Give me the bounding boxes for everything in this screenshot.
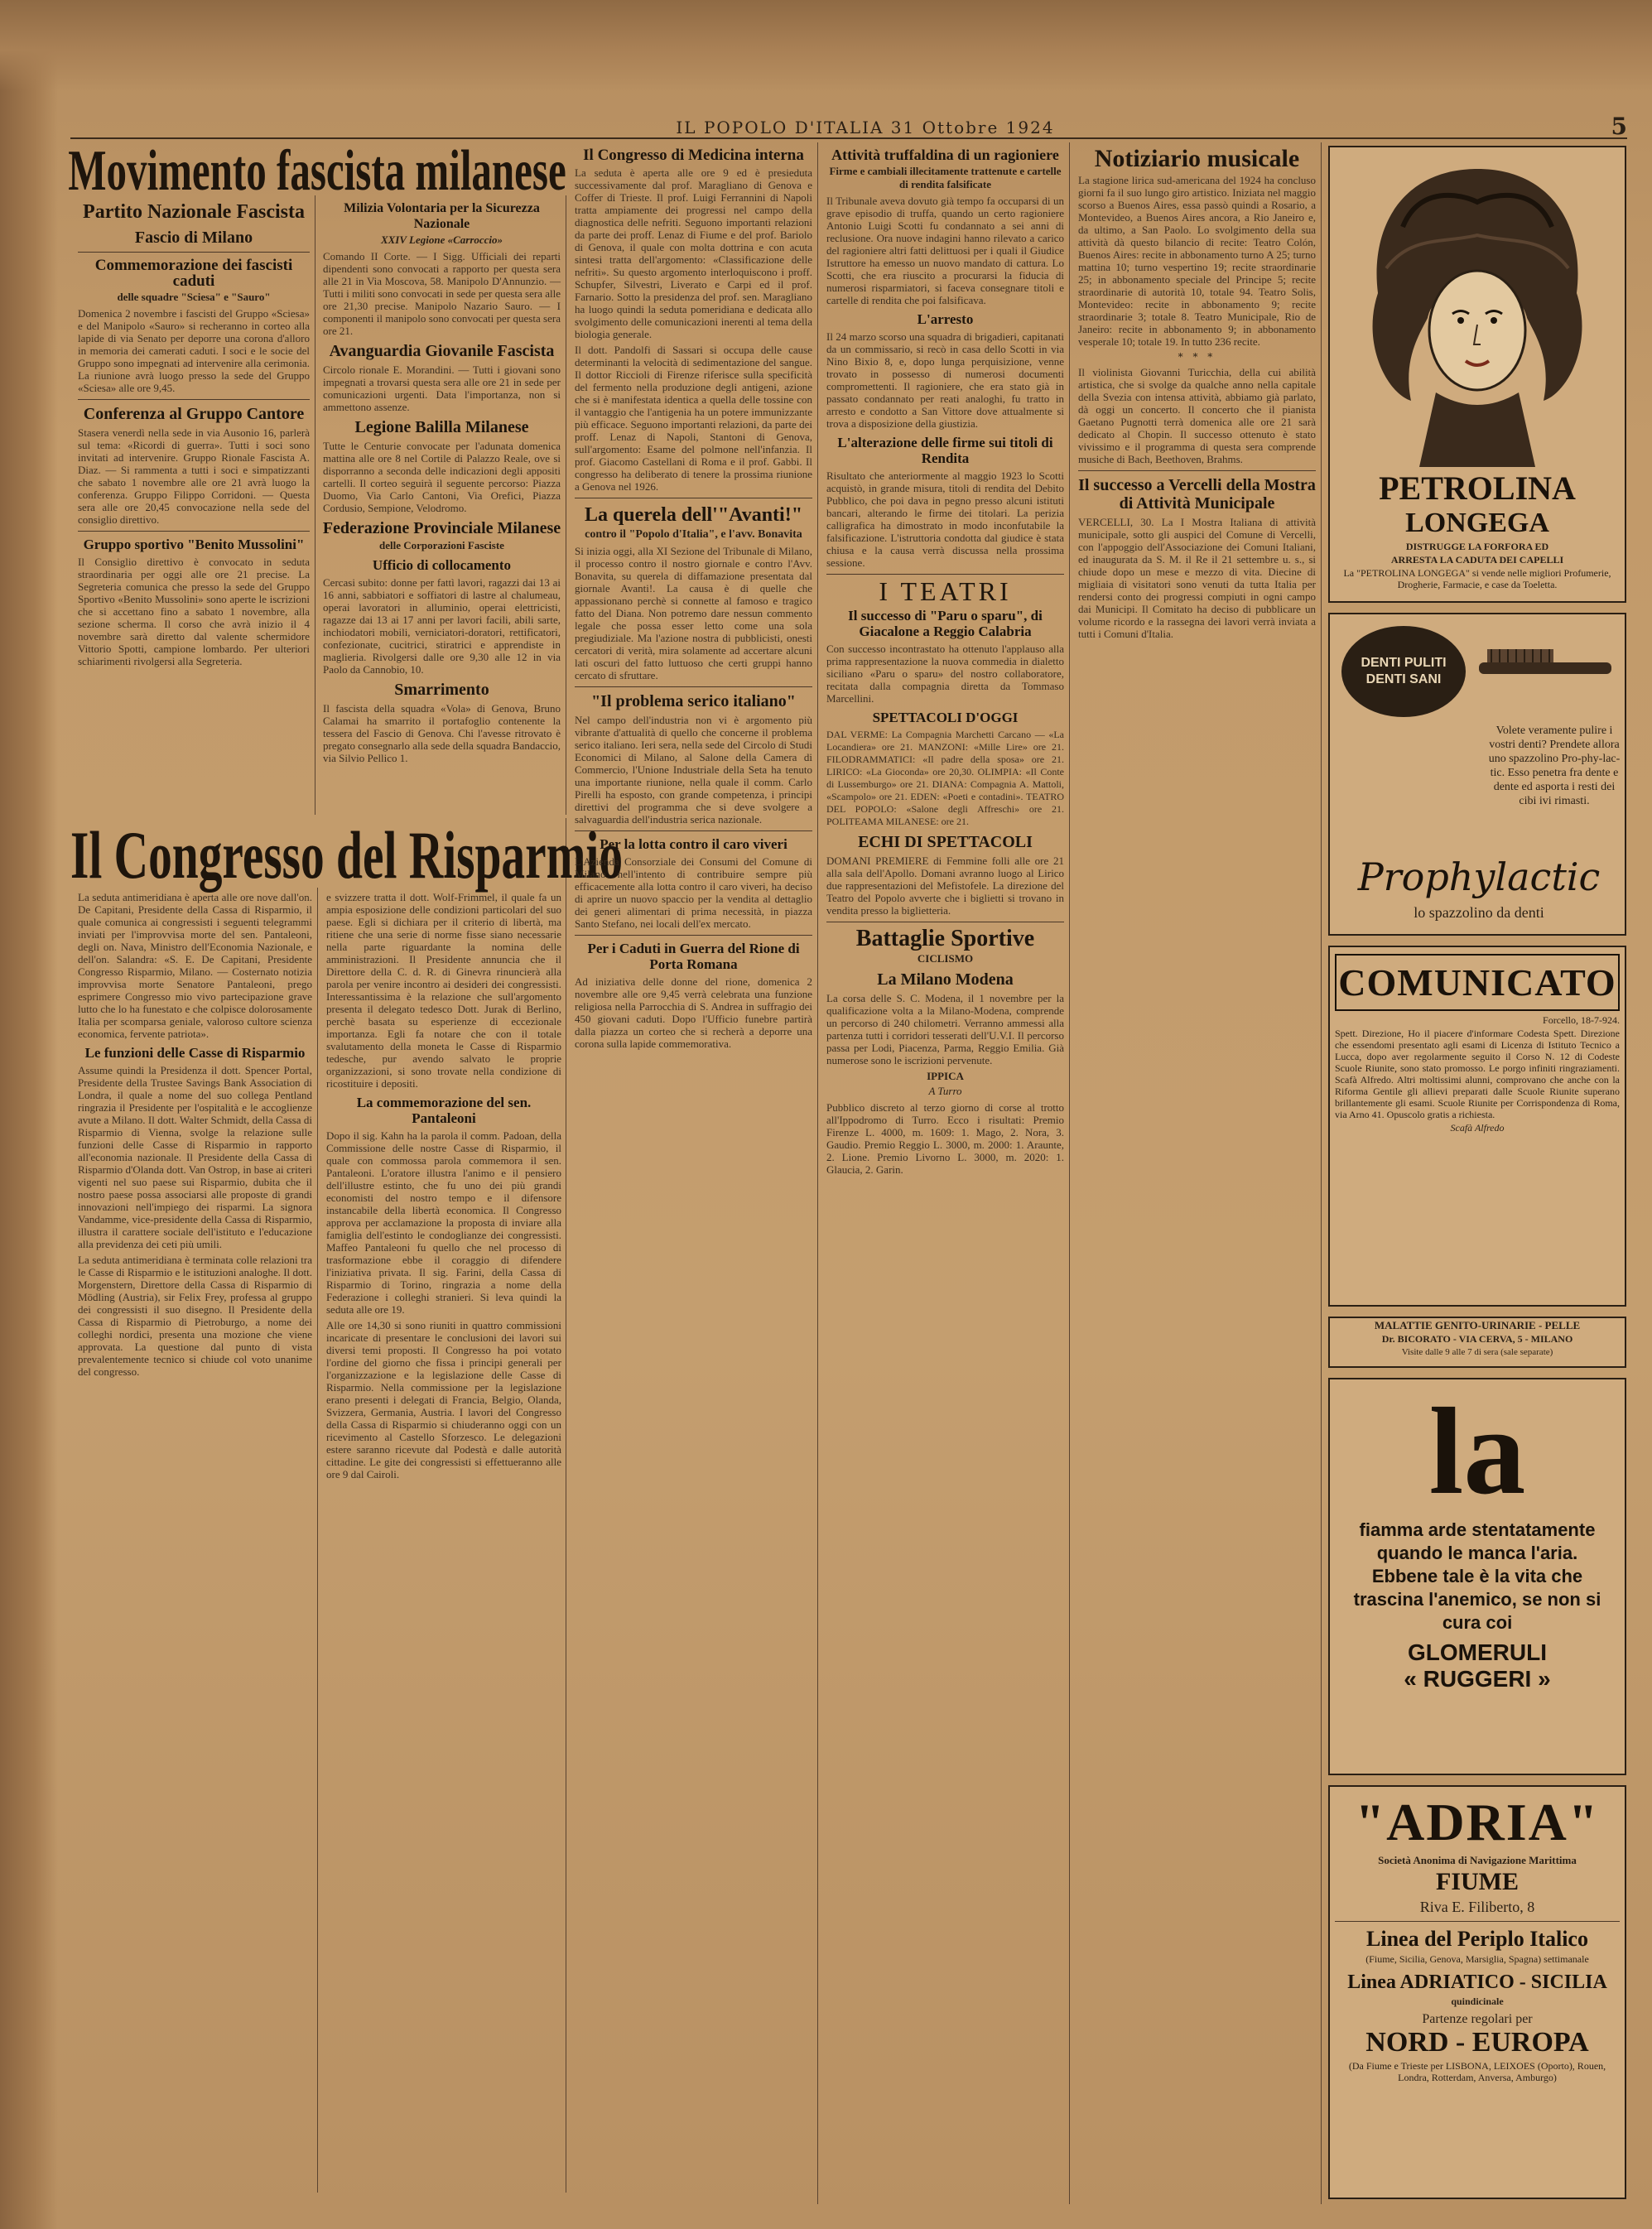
- ad-line: La "PETROLINA LONGEGA" si vende nelle migliori Profumerie, Drogherie, Farmacie, e case da Toeletta.: [1343, 567, 1611, 590]
- article-subtitle: Il successo di "Paru o sparu", di Giacalone a Reggio Calabria: [848, 608, 1043, 639]
- column-2: [318, 195, 566, 815]
- article-subtitle: Firme e cambiali illecitamente trattenute e cartelle di rendita falsificate: [829, 165, 1062, 190]
- ad-line: Società Anonima di Navigazione Marittima: [1378, 1854, 1577, 1866]
- ad-line: Partenze regolari per: [1422, 2012, 1533, 2026]
- issue-date: 31 Ottobre 1924: [890, 118, 1055, 137]
- article-body: VERCELLI, 30. La I Mostra Italiana di attività municipale, sotto gli auspici del Comune di Vercelli, con l'appoggio dell'Associazione dei Comuni Italiani, ed inaugurata da S. M. il Re il 21 settembre u. s., si chiude dopo un mese e mezzo di vita. Diecine di migliaia di visitatori sono venuti da tutta Italia per rendersi conto dei progressi compiuti in ogni campo dai Municipi. Il Comitato ha deciso di pubblicare un volume ricordo e la rassegna dei lavori verrà inviata a tutti i Comuni d'Italia.: [1078, 516, 1316, 640]
- article-body: La corsa delle S. C. Modena, il 1 novembre per la qualificazione volta a la Milano-Modena, comprende un percorso di 240 chilometri. Verranno ammessi alla partenza tutti i corridori tesserati dell'U.V.I. Il percorso passa per Lodi, Piacenza, Parma, Reggio Emilia. Già numerose sono le iscrizioni pervenute.: [826, 992, 1064, 1066]
- adria-shipping-ad: [1328, 1785, 1626, 2199]
- page-edge-shadow: [0, 0, 58, 2229]
- article-title: Avanguardia Giovanile Fascista: [329, 342, 555, 360]
- letter-signature: Scafà Alfredo: [1450, 1122, 1505, 1134]
- adria-title: "ADRIA": [1355, 1793, 1600, 1851]
- article-body: Tutte le Centurie convocate per l'adunata domenica mattina alle ore 8 nel Cortile di Palazzo Reale, ove si disporranno a seconda delle indicazioni degli appositi cartelli. Il corteo seguirà il seguente percorso: Piazza Duomo, Via Carlo Cantoni, Via Orefici, Piazza Cordusio, Sempione, Velodromo.: [323, 440, 561, 514]
- article-title: "Il problema serico italiano": [591, 692, 796, 710]
- section-title: Ufficio di collocamento: [372, 557, 512, 573]
- article-body: Il dott. Pandolfi di Sassari si occupa delle cause determinanti la velocità di sedimentazione del sangue. Il dottor Riccioli di Firenze riferisce sulla specificità del fermento nella produzione degli antigeni, azione che si è manifestata identica a quella delle tossine con il vantaggio che l'antigenia ha un potere immunizzante più efficace. Seguono importanti relazioni, da parte dei proff. Lenaz di Napoli, Stantoni di Genova, sull'argomento: Esame del polmone nell'infanzia. Il prof. Giacomo Castellani di Roma e il prof. Gabbi. Il congresso ha deliberato di tenere la prossima riunione a Genova nel 1926.: [575, 344, 812, 493]
- ad-line: DISTRUGGE LA FORFORA ED: [1405, 541, 1549, 552]
- toothbrush-icon: [1341, 626, 1466, 717]
- woman-portrait-illustration: [1353, 152, 1601, 467]
- article-title: La Milano Modena: [877, 970, 1014, 989]
- ad-big-word: la: [1428, 1383, 1526, 1520]
- savings-congress-headline: Il Congresso del Risparmio: [70, 817, 624, 893]
- prophylactic-ad: [1328, 613, 1626, 936]
- article-body: Pubblico discreto al terzo giorno di corse al trotto all'Ippodromo di Turro. Ecco i risultati: Premio Firenze L. 4000, m. 1609: 1. Mago, 2. Nora, 3. Gaudio. Premio Reggio L. 3000, m. 2000: 1. Araunte, 2. Lione. Premio Livorno L. 3000, m. 2020: 1. Glaucia, 2. Garin.: [826, 1101, 1064, 1176]
- article-title: Il successo a Vercelli della Mostra di Attività Municipale: [1078, 476, 1316, 513]
- article-body: Si inizia oggi, alla XI Sezione del Tribunale di Milano, il processo contro il nostro giornale e contro l'Avv. Bonavita, su querela di diffamazione presentata dal giornale Avanti!. La causa è di quelle che appassionano perchè si connette al famoso e tragico fatto del Diana. Non potremo dare nessun commento legale che possa esser letto come una sola pregiudiziale. Ma l'azione nostra di pubblicisti, onesti cercatori di verità, mira solamente ad accertare alcuni lati oscuri del fatto luttuoso che certi gruppi hanno cercato di sfruttare.: [575, 545, 812, 681]
- glomeruli-brand: GLOMERULI: [1408, 1639, 1547, 1665]
- article-title: Notiziario musicale: [1094, 145, 1300, 172]
- section-title: CICLISMO: [917, 952, 974, 965]
- article-title: La querela dell'"Avanti!": [584, 504, 803, 526]
- article-body: Il violinista Giovanni Turicchia, della cui abilità artistica, che si svolge da qualche anno nella capitale della Svezia con intensa attività, abbiamo già parlato, dà oggi un concerto. Il concerto che il pianista Gaetano Pugnotti terrà domenica alle ore 21 sarà dedicato al Chopin. Il successo ottenuto è stato vivissimo e il programma di questa sera comprende musiche di Bach, Beethoven, Brahms.: [1078, 366, 1316, 465]
- clinic-ad: [1328, 1317, 1626, 1368]
- column-1: [73, 195, 315, 815]
- ad-line: Visite dalle 9 alle 7 di sera (sale separate): [1401, 1347, 1553, 1357]
- page-number: 5: [1611, 113, 1627, 140]
- route-details: (Da Fiume e Trieste per LISBONA, LEIXOES (Oporto), Rouen, Londra, Rotterdam, Anversa, Amburgo): [1348, 2060, 1606, 2083]
- section-title: ECHI DI SPETTACOLI: [858, 833, 1033, 851]
- article-body: e svizzere tratta il dott. Wolf-Frimmel, il quale fa un ampia esposizione delle condizioni particolari del suo paese. Egli si dichiara per il criterio di libertà, ma ritiene che una serie di norme fisse siano necessarie nella parte riguardante la nomina delle amministrazioni. Il Presidente annuncia che il Direttore della C. d. R. di Ginevra rinuncierà alla parola per venire incontro ai desideri dei congressisti. Interessantissima è la relazione che sull'argomento presenta il delegato tedesco Dott. Jurak di Berlino, perchè basata su esperienze di eccezionale importanza. Egli fa notare che con il totale svalutamento della moneta le Casse di Risparmio tedesche, pur avendo salvato le proprie organizzazioni, si sono trovate nella condizione di ricostituire i depositi.: [326, 891, 561, 1090]
- article-title: Federazione Provinciale Milanese: [322, 519, 561, 537]
- sports-heading: Battaglie Sportive: [855, 926, 1035, 951]
- glomeruli-ad: [1328, 1378, 1626, 1775]
- ad-line: Dr. BICORATO - VIA CERVA, 5 - MILANO: [1381, 1333, 1573, 1345]
- article-title: Per la lotta contro il caro viveri: [600, 836, 787, 852]
- section-title: Le funzioni delle Casse di Risparmio: [84, 1045, 306, 1061]
- article-title: Commemorazione dei fascisti caduti: [94, 257, 293, 290]
- comunicato-title: COMUNICATO: [1335, 954, 1620, 1011]
- petrolina-ad: [1328, 146, 1626, 603]
- article-subtitle: delle Corporazioni Fasciste: [379, 539, 504, 551]
- article-subtitle: A Turro: [928, 1085, 962, 1097]
- article-body: Il Tribunale aveva dovuto già tempo fa occuparsi di un grave episodio di truffa, quando un certo ragioniere Antonio Luigi Scotti fu condannato a sei anni di reclusione. Ora nuove indagini hanno rilevato a carico del ragioniere altri fatti delittuosi per i quali il Giudice Istruttore ha emesso un nuovo mandato di cattura. Lo Scotti, che era riuscito a procurarsi la fiducia di numerosi risparmiatori, si faceva consegnare titoli e cartelle di rendita che poi falsificava.: [826, 195, 1064, 306]
- route-details: (Fiume, Sicilia, Genova, Marsiglia, Spagna) settimanale: [1365, 1953, 1589, 1965]
- fascio-heading: Fascio di Milano: [134, 229, 253, 247]
- article-title: Attività truffaldina di un ragioniere: [831, 147, 1059, 163]
- route-name: Linea del Periplo Italico: [1366, 1927, 1588, 1951]
- column-6: Notiziario musicale La stagione lirica sud-americana del 1924 ha concluso giorni fa il suo lungo giro artistico. Iniziata nel maggio scorso a Buenos Aires, essa passò quindi a Rosario, a Montevideo, a Buenos Aires ancora, a Rio Janeiro e, da ultimo, a San Paolo. Lo svolgimento della sua attività dà questo bilancio di recite: Teatro Colón, Buenos Aires: recite in abbonamento turno A 25; turno mattina 10; turno vespertino 19; recite straordinarie 25; in abbonamento speciale del Principe 5; recite straordinarie di autorità 10, totale 94. Teatro Solis, Montevideo: recite in abbonamento 9; recite straordinarie 3; totale 8. Teatro Municipale, Rio de Janeiro: recite in abbonamento 9; in abbonamento vesperale 10; totale 19. In tutto 236 recite. * * * Il violinista Giovanni Turicchia, della cui abilità artistica, che si svolge da qualche anno nella capitale della Svezia con intensa attività, abbiamo già parlato, dà oggi un concerto. Il concerto che il pianista Gaetano Pugnotti terrà domenica alle ore 21 sarà dedicato al Chopin. Il successo ottenuto è stato vivissimo e il programma di questa sera comprende musiche di Bach, Beethoven, Brahms. Il successo a Vercelli della Mostra di Attività Municipale VERCELLI, 30. La I Mostra Italiana di attività municipale, sotto gli auspici del Comune di Vercelli, con l'appoggio dell'Associazione dei Comuni Italiani, ed inaugurata da S. M. il Re il 21 settembre u. s., si chiude dopo un mese e mezzo di vita. Diecine di migliaia di visitatori sono venuti da tutta Italia per rendersi conto dei progressi compiuti in ogni campo dai Municipi. Il Comitato ha deciso di pubblicare un volume ricordo e la rassegna dei lavori verrà inviata a tutti i Comuni d'Italia.: [1073, 142, 1322, 2204]
- prophylactic-tagline: lo spazzolino da denti: [1414, 904, 1544, 921]
- route-name: NORD - EUROPA: [1365, 2027, 1589, 2058]
- ad-line: ARRESTA LA CADUTA DEI CAPELLI: [1390, 554, 1564, 566]
- article-title: Il Congresso di Medicina interna: [583, 147, 804, 164]
- article-body: Con successo incontrastato ha ottenuto l'applauso alla prima rappresentazione la nuova commedia in dialetto siciliano «Paru o sparu» del nostro collaboratore, recitata dalla compagnia diretta da Tommaso Marcellini.: [826, 643, 1064, 705]
- letter-date: Forcello, 18-7-924.: [1543, 1014, 1620, 1026]
- newspaper-name: IL POPOLO D'ITALIA: [676, 118, 884, 137]
- article-body: Cercasi subito: donne per fattì lavori, ragazzi dai 13 ai 16 anni, sabbiatori e soffiatori di lastre al chalumeau, operai lavoratori in alluminio, operai elettricisti, ragazze dai 13 ai 17 anni per lavori facili, abili sarte, inchiodatori mobili, verniciatori-doratori, rettificatori, confezionate, cucitrici, stiratrici e apprendiste in maglieria. Rivolgersi dalle ore 9,30 alle 12 in via Paolo da Cannobio, 10.: [323, 576, 561, 676]
- article-title: Per i Caduti in Guerra del Rione di Porta Romana: [587, 941, 800, 972]
- article-body: Nel campo dell'industria non vi è argomento più vibrante d'attualità di quello che concerne il problema serico italiano. Ieri sera, nella sede del Circolo di Studi Economici di Milano, al Salone della Camera di Commercio, l'Unione Industriale della Seta ha tenuto una importante riunione, nella quale il comm. Carlo Pirelli ha esposto, con grande competenza, i principi direttivi del programma che si deve svolgere a salvaguardia dell'industria serica nazionale.: [575, 714, 812, 826]
- section-title: L'alterazione delle firme sui titoli di Rendita: [837, 435, 1053, 466]
- section-title: L'arresto: [917, 311, 974, 327]
- article-body: Assume quindi la Presidenza il dott. Spencer Portal, Presidente della Trustee Savings Bank Association di Londra, il quale a nome del suo collega Pentland ringrazia il Presidente per l'ospitalità e le accoglienze avute a Milano. Il dott. Walter Schmidt, della Cassa di Risparmio di Vienna, svolge la relazione sulle funzioni delle Casse di Risparmio in rapporto all'economia nazionale. Il Presidente della Cassa di Risparmio d'Olanda dott. Van Ostrop, in base ai criteri vigenti nel suo paese sui Risparmio, dubita che il nostro paese possa associarsi alle proposte di grandi innovazioni nell'impiego dei risparmi. La signora Vandamme, vice-presidente della Cassa di Risparmio, illustra il carattere sociale dell'istituto e l'educazione alla previdenza dei ceti più umili.: [78, 1064, 312, 1250]
- article-body: La seduta è aperta alle ore 9 ed è presieduta successivamente dal prof. Maragliano di Genova e Coffer di Trieste. Il prof. Luigi Ferrannini di Napoli tratta ampiamente dei progressi nel campo della diagnostica delle nefriti. Seguono importanti relazioni da parte dei proff. Lenaz di Fiume e del prof. Bariolo di Genova, il quale con molta dottrina e con acuta sintesi tratta dell'argomento: «Classificazione delle nefriti». Su questo argomento interloquiscono i proff. Schupfer, Silvestri, Liverato e Carpi ed il prof. Farnario. Sotto la presidenza del prof. sen. Maragliano ha luogo quindi la seduta pomeridiana e dedicata allo svolgimento delle comunicazioni inerenti al tema della biologia generale.: [575, 166, 812, 340]
- ad-body: Volete veramente pulire i vostri denti? Prendete allora uno spazzolino Pro-phy-lac-tic. Esso penetra fra dente e dente ed asporta i resti dei cibi ivi rimasti.: [1488, 725, 1621, 807]
- article-body: Il Consiglio direttivo è convocato in seduta straordinaria per oggi alle ore 21 precise. La Segreteria comunica che presso la sede del Gruppo Sportivo «Benito Mussolini» sono aperte le iscrizioni che si accettano fino a sabato 1 novembre, alla sezione scherma. Il corso che avrà inizio il 4 novembre sarà diretto dal valente schermidore Vittorio Spotti, campione lombardo. Per ulteriori schiarimenti rivolgersi alla Segreteria.: [78, 556, 310, 667]
- ad-body: Spett. Direzione, Ho il piacere d'informare Codesta Spett. Direzione che essendomi presentato agli esami di Licenza di Istituto Tecnico a Lucca, dopo aver regolarmente seguito il Corso N. 12 di Codeste Scuole Riunite, sono stato promosso. Le porgo infiniti ringraziamenti. Scafà Alfredo. Altri moltissimi alunni, comprovano che anche con la Riforma Gentile gli allievi preparati dalle Scuole Riunite superano brillantemente gli esami. Scuole Riunite per Corrispondenza di Roma, via Arno 41. Opuscolo gratis a richiesta.: [1335, 1028, 1620, 1120]
- party-heading: Partito Nazionale Fascista: [83, 201, 305, 223]
- article-body: La seduta antimeridiana è terminata colle relazioni tra le Casse di Risparmio e le istituzioni analoghe. Il dott. Morgenstern, Direttore della Cassa di Risparmio di Mödling (Austria), sir Felix Frey, professa al gruppo dei congressisti il suo disegno. Il Presidente della Cassa di Risparmio di Pietroburgo, a nome dei colleghi nordici, presenta una mozione che viene approvata. La questione dal punto di vista prevalentemente tecnico si chiude col voto unanime del congresso.: [78, 1254, 312, 1378]
- theatres-heading: I TEATRI: [879, 576, 1012, 606]
- article-body: L'Azienda Consorziale dei Consumi del Comune di Milano nell'intento di contribuire sempre più efficacemente alla lotta contro il caro viveri, ha deciso di aprire un nuovo spaccio per la vendita al dettaglio dei generi alimentari di prima necessità, in piazza Santo Stefano, nei locali dell'ex mercato.: [575, 855, 812, 930]
- article-body: Comando II Corte. — I Sigg. Ufficiali dei reparti dipendenti sono convocati a rapporto per questa sera alle 21 in Via Moscova, 58. Manipolo D'Annunzio. — Tutti i militi sono convocati in sede per questa sera alle ore 21,30 precise. Manipolo Nazario Sauro. — I componenti il manipolo sono convocati per questa sera ore 21.: [323, 250, 561, 337]
- article-body: Il fascista della squadra «Vola» di Genova, Bruno Calamai ha smarrito il portafoglio contenente la tessera del Fascio di Genova. Chi l'avesse ritrovato è pregato consegnarlo alla sede della squadra Bandaccio, via Silvio Pellico 1.: [323, 702, 561, 764]
- section-title: SPETTACOLI D'OGGI: [872, 710, 1019, 725]
- ad-body: fiamma arde stentatamente quando le manca l'aria. Ebbene tale è la vita che trascina l'anemico, se non si cura coi: [1353, 1519, 1601, 1633]
- article-subtitle: XXIV Legione «Carroccio»: [380, 233, 503, 246]
- masthead-title: [633, 118, 1097, 137]
- toothbrush-illustration: [1471, 639, 1620, 705]
- article-body: Risultato che anteriormente al maggio 1923 lo Scotti acquistò, in grande misura, titoli di rendita del Debito Pubblico, che poi dava in pegno presso alcuni istituti bancari, alterando le firme dei titolari. La perizia calligrafica ha dimostrato in modo inconfutabile la falsificazione. L'istruttoria condotta dal giudice è stata chiusa e la causa verrà discussa nella prossima sessione.: [826, 469, 1064, 569]
- article-body: Dopo il sig. Kahn ha la parola il comm. Padoan, della Commissione delle nostre Casse di Risparmio, il quale con commossa parola commemora il sen. Pantaleoni. L'oratore illustra l'animo e il pensiero dell'illustre estinto, che fu uno dei più grandi economisti del nostro tempo e il difensore instancabile della libertà economica. Il Congresso approva per acclamazione la proposta di inviare alla famiglia dell'estinto le condoglianze dei congressisti. Maffeo Pantaleoni fu quello che nel processo di trasformazione ebbe il coraggio di difendere l'iniziativa privata. Il sig. Farini, della Cassa di Risparmio di Torino, ringrazia a nome della Federazione i colleghi stranieri. Si leva quindi la seduta alle ore 19.: [326, 1129, 561, 1316]
- article-title: Legione Balilla Milanese: [354, 418, 529, 436]
- petrolina-brand: PETROLINA: [1379, 469, 1576, 507]
- clean-teeth-badge: DENTI PULITI DENTI SANI: [1361, 656, 1447, 686]
- prophylactic-brand: Prophylactic: [1357, 855, 1601, 899]
- section-title: IPPICA: [927, 1070, 964, 1082]
- comunicato-ad: [1328, 946, 1626, 1307]
- route-name: Linea ADRIATICO - SICILIA: [1347, 1971, 1607, 1993]
- article-body: La seduta antimeridiana è aperta alle ore nove dall'on. De Capitani, Presidente della Cassa di Risparmio, il quale comunica ai congressisti i seguenti telegrammi inviati per l'improvvisa morte del sen. Pantaleoni, degli on. Nava, Ministro dell'Economia Nazionale, e dell'on. Salandra: «S. E. De Capitani, Presidente Congresso Risparmio, Milano. — Costernato notizia improvvisa morte Senatore Pantaleoni, prego esprimere Congresso mio vivo partecipazione grave lutto che lo ha funestato e che colpisce dolorosamente Italia per scomparsa geniale, valoroso cultore scienza economica, fervente patriota».: [78, 891, 312, 1040]
- article-title: Smarrimento: [394, 681, 489, 699]
- route-details: quindicinale: [1451, 1996, 1504, 2007]
- article-title: Milizia Volontaria per la Sicurezza Nazionale: [344, 201, 540, 231]
- article-body: DOMANI PREMIERE di Femmine folli alle ore 21 alla sala dell'Apollo. Domani avranno luogo al Lirico due rappresentazioni del Mefistofele. La direzione del Teatro del Popolo avverte che i biglietti si trovano in vendita presso la biglietteria.: [826, 855, 1064, 917]
- longega-brand: LONGEGA: [1405, 508, 1549, 538]
- adria-city: FIUME: [1436, 1868, 1519, 1895]
- article-body: DAL VERME: La Compagnia Marchetti Carcano — «La Locandiera» ore 21. MANZONI: «Mille Lire» ore 21. FILODRAMMATICI: «Il padre della sposa» ore 21. LIRICO: «La Gioconda» ore 20,30. OLIMPIA: «Il Conte di Lussemburgo» ore 21. DIANA: Compagnia A. Mattoli, «Scampolo» ore 21. EDEN: «Poeti e contadini». TEATRO DEL POPOLO: «Salone degli Affreschi» ore 21. POLITEAMA MILANESE: ore 21.: [826, 729, 1064, 827]
- section-title: La commemorazione del sen. Pantaleoni: [356, 1095, 532, 1126]
- article-body: La stagione lirica sud-americana del 1924 ha concluso giorni fa il suo lungo giro artistico. Iniziata nel maggio scorso a Buenos Aires, essa passò quindi a Rosario, a Montevideo, a Buenos Aires ancora, a Rio Janeiro e, da ultimo, a San Paolo. Lo svolgimento della sua attività dà questo bilancio di recite: Teatro Colón, Buenos Aires: recite in abbonamento turno A 25; turno mattina 10; turno vespertino 19; recite straordinarie 25; in abbonamento speciale del Principe 5; recite straordinarie di autorità 10, totale 94. Teatro Solis, Montevideo: recite in abbonamento 9; recite straordinarie 3; totale 8. Teatro Municipale, Rio de Janeiro: recite in abbonamento 9; in abbonamento vesperale 10; totale 19. In tutto 236 recite.: [1078, 174, 1316, 348]
- page-top-shadow: [0, 0, 1652, 91]
- article-body: Ad iniziativa delle donne del rione, domenica 2 novembre alle ore 9,45 verrà celebrata una funzione religiosa nella Parrocchia di S. Andrea in suffragio dei 450 giovani caduti. Dopo l'Ufficio funebre partirà dalla piazza un corteo che si recherà a deporre una corona sulla lapide commemorativa.: [575, 975, 812, 1050]
- column-4: [570, 142, 818, 2204]
- ad-line: Riva E. Filiberto, 8: [1419, 1899, 1535, 1915]
- article-subtitle: contro il "Popolo d'Italia", e l'avv. Bonavita: [585, 528, 802, 541]
- article-title: Gruppo sportivo "Benito Mussolini": [83, 537, 305, 552]
- ad-line: MALATTIE GENITO-URINARIE - PELLE: [1374, 1319, 1581, 1331]
- article-body: Domenica 2 novembre i fascisti del Gruppo «Sciesa» e del Manipolo «Sauro» si recheranno in corteo alla lapide di via Senato per deporre una corona d'alloro in memoria dei camerati caduti. I soci e le socie del Gruppo sono impegnati ad intervenire alla cerimonia. La riunione avrà luogo presso la sede del Gruppo «Sciesa» alle ore 9,45.: [78, 307, 310, 394]
- masthead: [70, 113, 1627, 140]
- fascist-movement-headline: Movimento fascista milanese: [68, 139, 566, 203]
- article-body: Circolo rionale E. Morandini. — Tutti i giovani sono impegnati a trovarsi questa sera alle ore 21 in sede per comunicazioni urgenti. Data l'importanza, non si ammettono assenze.: [323, 363, 561, 413]
- article-body: Il 24 marzo scorso una squadra di brigadieri, capitanati da un commissario, si recò in casa dello Scotti in via Nino Bixio 8, e, dopo lunga perquisizione, venne trovato in possesso di numerosi documenti compromettenti. Il ragioniere, che era stato già in passato condannato per reati analoghi, fu tratto in arresto e condotto a San Vittore dove attualmente si trova a disposizione della giustizia.: [826, 330, 1064, 430]
- article-body: Stasera venerdì nella sede in via Ausonio 16, parlerà sul tema: «Ricordi di guerra». Tutti i soci sono invitati ad intervenire. Gruppo Rionale Fascista A. Diaz. — Si rammenta a tutti i soci e simpatizzanti che sabato 1 novembre alle ore 21 avrà luogo la conferenza. Gruppo Filippo Corridoni. — Questa sera alle ore 20,45 convocazione nella sede del consiglio direttivo.: [78, 426, 310, 526]
- article-body: Alle ore 14,30 si sono riuniti in quattro commissioni incaricate di presentare le conclusioni dei lavori sui diversi temi proposti. Il Congresso ha poi votato l'ordine del giorno che fissa i principi generali per l'organizzazione e la legislazione delle Casse di Risparmio. Nella commissione per la legislazione erano presenti i delegati di Francia, Belgio, Olanda, Svizzera, Germania, Austria. I lavori del Congresso della Cassa di Risparmio si chiuderanno oggi con un ricevimento al Castello Sforzesco. Le delegazioni estere saranno ricevute dal Podestà e dalle autorità cittadine. Le gite dei congressisti si effettueranno alle ore 9 dal Cairoli.: [326, 1319, 561, 1480]
- article-subtitle: delle squadre "Sciesa" e "Sauro": [117, 291, 271, 303]
- article-title: Conferenza al Gruppo Cantore: [83, 405, 305, 423]
- ruggeri-brand: « RUGGERI »: [1404, 1666, 1551, 1692]
- column-5: [821, 142, 1070, 2204]
- savings-congress-article: [70, 817, 624, 2193]
